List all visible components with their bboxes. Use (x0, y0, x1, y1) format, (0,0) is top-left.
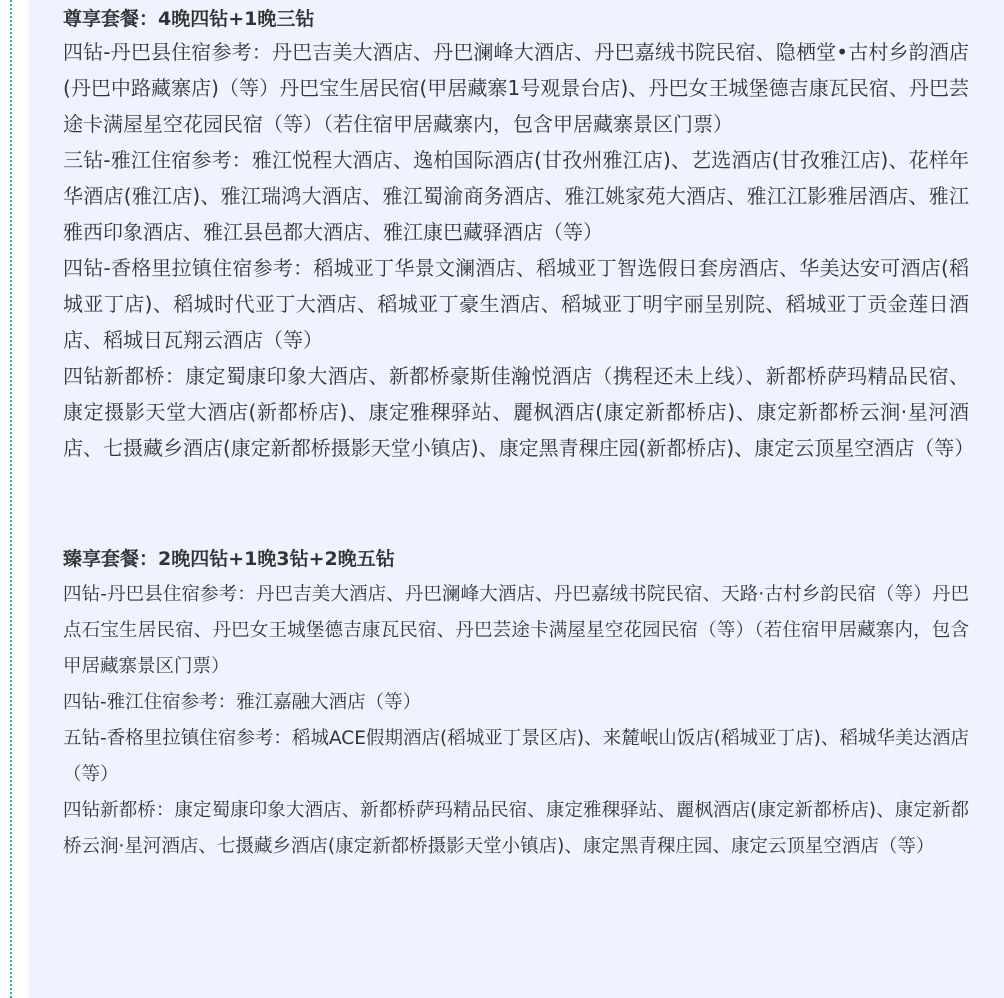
package-section-luxury (63, 544, 969, 865)
hotel-entry-xinduqiao: 四钻新都桥：康定蜀康印象大酒店、新都桥豪斯佳瀚悦酒店（携程还未上线）、新都桥萨玛精品民宿、康定摄影天堂大酒店(新都桥店)、康定雅稞驿站、麗枫酒店(康定新都桥店)、康定新都桥云涧·星河酒店、七摄藏乡酒店(康定新都桥摄影天堂小镇店)、康定黑青稞庄园(新都桥店)、康定云顶星空酒店（等） (63, 364, 975, 460)
package-section-premium (63, 4, 975, 466)
dotted-left-border (10, 0, 12, 998)
hotel-entry-yajiang: 四钻-雅江住宿参考：雅江嘉融大酒店（等） (63, 692, 422, 713)
hotel-entry-danba: 四钻-丹巴县住宿参考：丹巴吉美大酒店、丹巴澜峰大酒店、丹巴嘉绒书院民宿、天路·古村乡韵民宿（等）丹巴点石宝生居民宿、丹巴女王城堡德吉康瓦民宿、丹巴芸途卡满屋星空花园民宿（等）（若住宿甲居藏寨内，包含甲居藏寨景区门票） (63, 584, 969, 677)
hotel-entry-yajiang: 三钻-雅江住宿参考：雅江悦程大酒店、逸柏国际酒店(甘孜州雅江店)、艺选酒店(甘孜雅江店)、花样年华酒店(雅江店)、雅江瑞鸿大酒店、雅江蜀渝商务酒店、雅江姚家苑大酒店、雅江江影雅居酒店、雅江雅西印象酒店、雅江县邑都大酒店、雅江康巴藏驿酒店（等） (63, 148, 969, 244)
content-panel (29, 0, 1004, 998)
package-title: 臻享套餐：2晚四钻+1晚3钻+2晚五钻 (63, 548, 395, 570)
package-title: 尊享套餐：4晚四钻+1晚三钻 (63, 8, 315, 30)
hotel-entry-xinduqiao: 四钻新都桥：康定蜀康印象大酒店、新都桥萨玛精品民宿、康定雅稞驿站、麗枫酒店(康定新都桥店)、康定新都桥云涧·星河酒店、七摄藏乡酒店(康定新都桥摄影天堂小镇店)、康定黑青稞庄园、康定云顶星空酒店（等） (63, 800, 969, 857)
hotel-entry-shangrila: 五钻-香格里拉镇住宿参考：稻城ACE假期酒店(稻城亚丁景区店)、来麓岷山饭店(稻城亚丁店)、稻城华美达酒店（等） (63, 728, 969, 785)
hotel-entry-danba: 四钻-丹巴县住宿参考：丹巴吉美大酒店、丹巴澜峰大酒店、丹巴嘉绒书院民宿、隐栖堂•古村乡韵酒店(丹巴中路藏寨店)（等）丹巴宝生居民宿(甲居藏寨1号观景台店)、丹巴女王城堡德吉康瓦民宿、丹巴芸途卡满屋星空花园民宿（等）（若住宿甲居藏寨内，包含甲居藏寨景区门票） (63, 40, 969, 136)
hotel-entry-shangrila: 四钻-香格里拉镇住宿参考：稻城亚丁华景文澜酒店、稻城亚丁智选假日套房酒店、华美达安可酒店(稻城亚丁店)、稻城时代亚丁大酒店、稻城亚丁豪生酒店、稻城亚丁明宇丽呈别院、稻城亚丁贡金莲日酒店、稻城日瓦翔云酒店（等） (63, 256, 969, 352)
section-spacer (63, 466, 969, 544)
